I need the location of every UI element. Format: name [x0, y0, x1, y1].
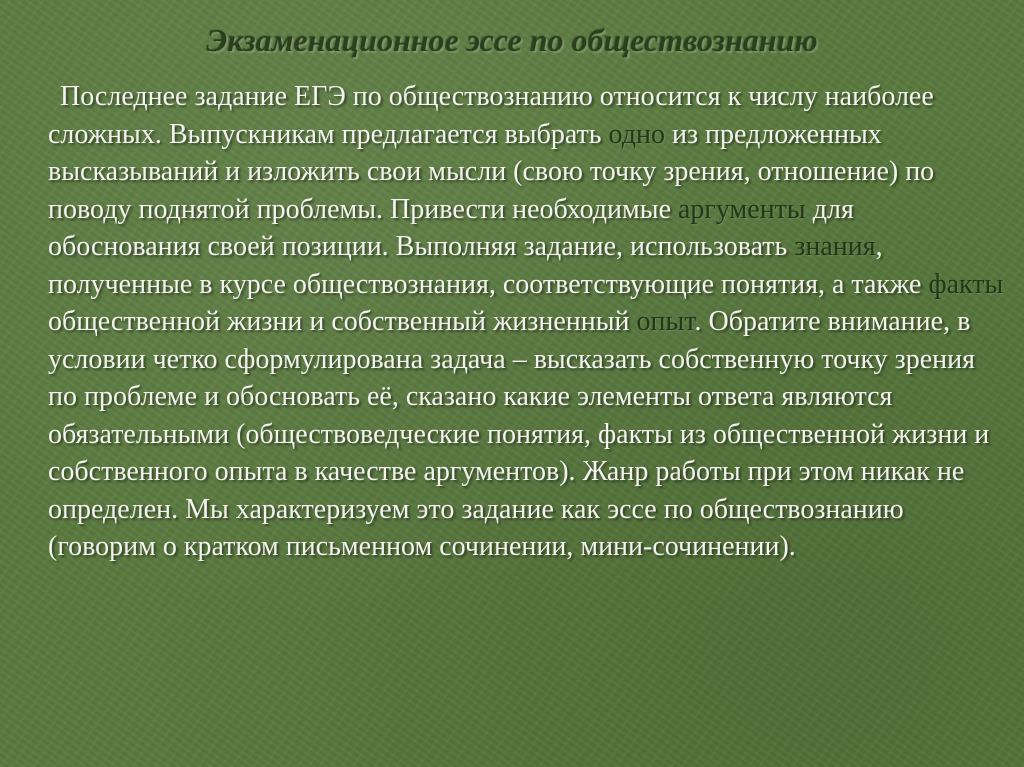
highlight-word-znaniya: знания	[794, 231, 876, 262]
text-segment: общественной жизни и собственный жизненный	[48, 306, 637, 337]
text-segment: для обоснования своей позиции. Выполняя задание, использовать	[48, 193, 854, 262]
highlight-word-opyt: опыт	[636, 306, 695, 337]
highlight-word-argumenty: аргументы	[678, 193, 806, 225]
highlight-word-fakty: факты	[928, 268, 1004, 300]
text-segment: из предложенных высказываний и изложить свои мысли (свою точку зрения, отношение) по поводу поднятой проблемы. Привести необходимые	[48, 118, 935, 225]
text-segment: . Обратите внимание, в условии четко сформулирована задача – высказать собственную точку зрения по проблеме и обосновать её, сказано какие элементы ответа являются обязательными (обществоведческие понятия, факты из общественной жизни и собственного опыта в качестве аргументов). Жанр работы при этом никак не определен. Мы характеризуем это задание как эссе по обществознанию (говорим о кратком письменном сочинении, мини-сочинении).	[48, 306, 990, 562]
text-segment: Последнее задание ЕГЭ по обществознанию относится к числу наиболее сложных. Выпускникам предлагается выбрать	[48, 81, 934, 150]
slide-title: Экзаменационное эссе по обществознанию	[206, 22, 818, 58]
highlight-word-odno: одно	[608, 118, 665, 150]
body-paragraph	[48, 78, 1006, 566]
text-segment: , полученные в курсе обществознания, соответствующие понятия, а также	[48, 231, 929, 300]
